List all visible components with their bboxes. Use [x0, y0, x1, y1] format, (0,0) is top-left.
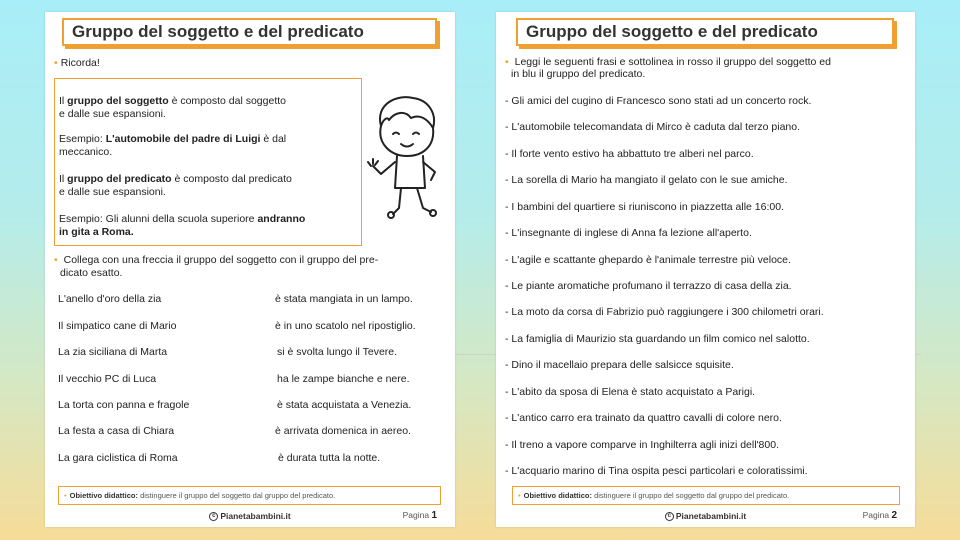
- page-number: Pagina 2: [862, 510, 897, 521]
- sentence-item: - Le piante aromatiche profumano il terrazzo di casa della zia.: [505, 280, 792, 292]
- sentence-item: - Il forte vento estivo ha abbattuto tre alberi nel parco.: [505, 148, 754, 160]
- site-logo: c Pianetabambini.it: [45, 511, 455, 521]
- child-illustration: [367, 92, 449, 224]
- learning-objective: • Obiettivo didattico: distinguere il gruppo del soggetto dal gruppo del predicato.: [58, 486, 441, 505]
- predicate-group-item: si è svolta lungo il Tevere.: [277, 346, 398, 358]
- page-title: Gruppo del soggetto e del predicato: [62, 18, 437, 46]
- exercise-instruction-cont: in blu il gruppo del predicato.: [511, 68, 646, 80]
- predicate-group-item: è stata mangiata in un lampo.: [275, 293, 413, 305]
- connector-line: [455, 354, 496, 355]
- subject-group-item: La zia siciliana di Marta: [58, 346, 168, 358]
- recap-subject-definition: Il gruppo del soggetto è composto dal soggetto e dalle sue espansioni.: [59, 95, 286, 120]
- sentence-item: - Dino il macellaio prepara delle salsicce squisite.: [505, 359, 734, 371]
- page-number: Pagina 1: [402, 510, 437, 521]
- predicate-group-item: è stata acquistata a Venezia.: [277, 399, 412, 411]
- worksheet-page-2: [496, 12, 915, 527]
- exercise-instruction: • Collega con una freccia il gruppo del soggetto con il gruppo del pre-: [54, 254, 378, 267]
- predicate-group-item: ha le zampe bianche e nere.: [277, 373, 410, 385]
- recap-box: [54, 78, 362, 246]
- sentence-item: - L'acquario marino di Tina ospita pesci particolari e coloratissimi.: [505, 465, 808, 477]
- ricorda-heading: • Ricorda!: [54, 57, 100, 70]
- predicate-group-item: è in uno scatolo nel ripostiglio.: [275, 320, 416, 332]
- sentence-item: - La moto da corsa di Fabrizio può raggiungere i 300 chilometri orari.: [505, 306, 824, 318]
- predicate-group-item: è arrivata domenica in aereo.: [275, 425, 411, 437]
- sentence-item: - L'automobile telecomandata di Mirco è caduta dal terzo piano.: [505, 121, 801, 133]
- worksheet-page-1: [45, 12, 455, 527]
- sentence-item: - La sorella di Mario ha mangiato il gelato con le sue amiche.: [505, 174, 788, 186]
- sentence-item: - L'abito da sposa di Elena è stato acquistato a Parigi.: [505, 386, 756, 398]
- copyright-icon: c: [665, 512, 674, 521]
- connector-line: [915, 354, 921, 355]
- sentence-item: - La famiglia di Maurizio sta guardando un film comico nel salotto.: [505, 333, 810, 345]
- subject-group-item: Il simpatico cane di Mario: [58, 320, 177, 332]
- copyright-icon: c: [209, 512, 218, 521]
- sentence-item: - Gli amici del cugino di Francesco sono stati ad un concerto rock.: [505, 95, 812, 107]
- sentence-item: - L'insegnante di inglese di Anna fa lezione all'aperto.: [505, 227, 752, 239]
- subject-group-item: La torta con panna e fragole: [58, 399, 190, 411]
- subject-group-item: La gara ciclistica di Roma: [58, 452, 178, 464]
- recap-predicate-definition: Il gruppo del predicato è composto dal predicato e dalle sue espansioni.: [59, 173, 292, 198]
- subject-group-item: La festa a casa di Chiara: [58, 425, 175, 437]
- page-title: Gruppo del soggetto e del predicato: [516, 18, 894, 46]
- subject-group-item: Il vecchio PC di Luca: [58, 373, 157, 385]
- predicate-group-item: è durata tutta la notte.: [278, 452, 381, 464]
- subject-group-item: L'anello d'oro della zia: [58, 293, 162, 305]
- exercise-instruction: • Leggi le seguenti frasi e sottolinea in rosso il gruppo del soggetto ed: [505, 56, 831, 69]
- sentence-item: - L'agile e scattante ghepardo è l'animale terrestre più veloce.: [505, 254, 791, 266]
- exercise-instruction-cont: dicato esatto.: [60, 267, 123, 279]
- sentence-item: - I bambini del quartiere si riuniscono in piazzetta alle 16:00.: [505, 201, 784, 213]
- recap-subject-example: Esempio: L'automobile del padre di Luigi è dal meccanico.: [59, 133, 287, 158]
- learning-objective: • Obiettivo didattico: distinguere il gruppo del soggetto dal gruppo del predicato.: [512, 486, 900, 505]
- recap-predicate-example: Esempio: Gli alunni della scuola superiore andranno in gita a Roma.: [59, 213, 306, 238]
- sentence-item: - Il treno a vapore comparve in Inghilterra agli inizi dell'800.: [505, 439, 779, 451]
- site-logo: c Pianetabambini.it: [496, 511, 915, 521]
- sentence-item: - L'antico carro era trainato da quattro cavalli di colore nero.: [505, 412, 782, 424]
